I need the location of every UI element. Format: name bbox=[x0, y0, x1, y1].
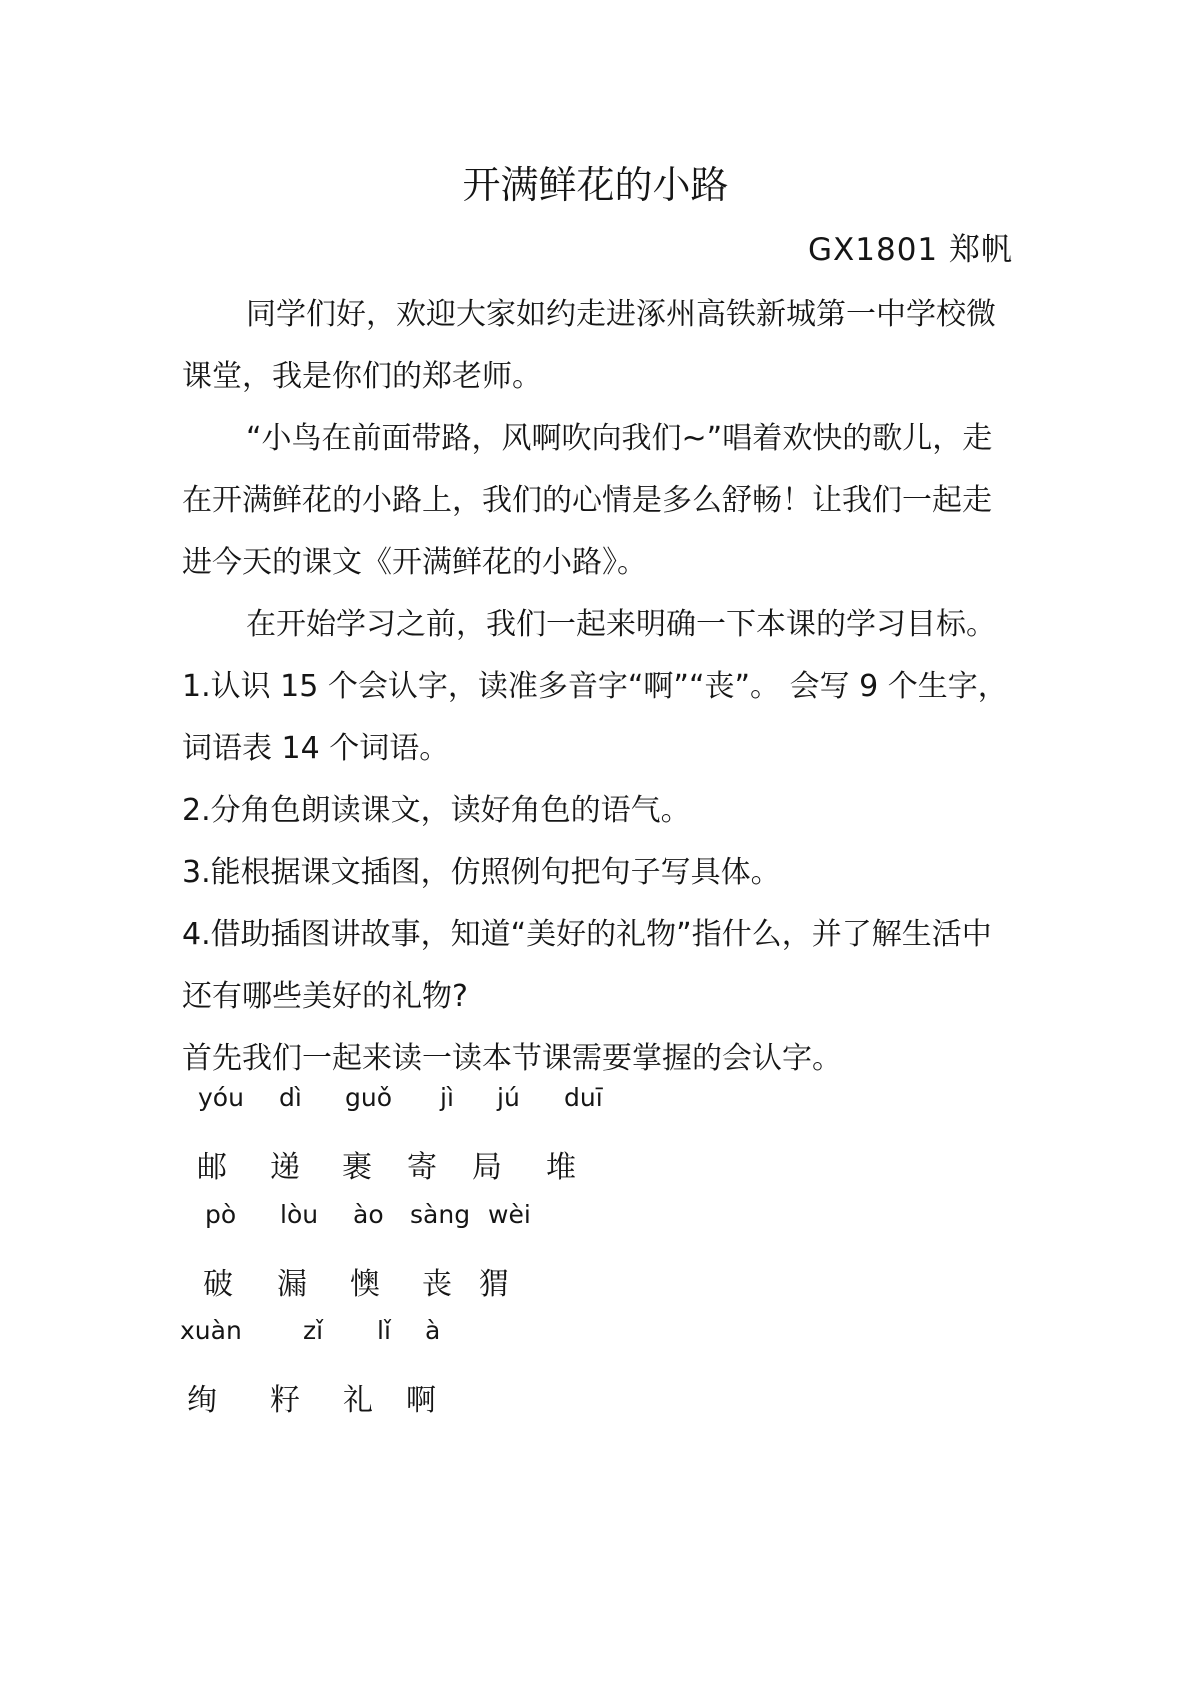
pinyin: zǐ bbox=[303, 1316, 324, 1345]
learning-goal-4: 4.借助插图讲故事，知道“美好的礼物”指什么，并了解生活中还有哪些美好的礼物? bbox=[182, 917, 992, 1014]
vocab-char: 啊 bbox=[406, 1383, 436, 1418]
vocab-char: 漏 bbox=[277, 1267, 307, 1302]
vocab-char: 裹 bbox=[342, 1150, 372, 1185]
pinyin: xuàn bbox=[180, 1316, 242, 1345]
pinyin: duī bbox=[564, 1083, 603, 1112]
vocab-char: 递 bbox=[270, 1150, 300, 1185]
pinyin: jì bbox=[440, 1083, 454, 1112]
vocab-char: 丧 bbox=[422, 1267, 452, 1302]
pinyin: lǐ bbox=[377, 1316, 391, 1345]
pinyin: wèi bbox=[488, 1200, 531, 1229]
document-body bbox=[182, 284, 1020, 1090]
pinyin: sàng bbox=[410, 1200, 471, 1229]
pinyin: jú bbox=[497, 1083, 520, 1112]
vocab-char: 懊 bbox=[350, 1267, 380, 1302]
paragraph-intro: “小鸟在前面带路，风啊吹向我们~”唱着欢快的歌儿，走在开满鲜花的小路上，我们的心情是多么舒畅！让我们一起走进今天的课文《开满鲜花的小路》。 bbox=[182, 421, 993, 580]
vocab-char: 破 bbox=[203, 1267, 233, 1302]
paragraph-greeting: 同学们好，欢迎大家如约走进涿州高铁新城第一中学校微课堂，我是你们的郑老师。 bbox=[182, 297, 996, 394]
author-line: GX1801 郑帆 bbox=[807, 232, 1013, 268]
learning-goal-3: 3.能根据课文插图，仿照例句把句子写具体。 bbox=[182, 855, 781, 890]
document-title: 开满鲜花的小路 bbox=[462, 163, 729, 207]
pinyin: guǒ bbox=[345, 1083, 393, 1112]
pinyin: ào bbox=[353, 1200, 384, 1229]
pinyin: lòu bbox=[280, 1200, 319, 1229]
vocab-intro: 首先我们一起来读一读本节课需要掌握的会认字。 bbox=[182, 1041, 842, 1076]
learning-goal-2: 2.分角色朗读课文，读好角色的语气。 bbox=[182, 793, 691, 828]
vocab-char: 礼 bbox=[343, 1383, 373, 1418]
vocab-char: 猬 bbox=[479, 1267, 509, 1302]
vocab-char: 寄 bbox=[407, 1150, 437, 1185]
vocab-char: 绚 bbox=[187, 1383, 217, 1418]
pinyin: pò bbox=[205, 1200, 237, 1229]
vocab-char: 邮 bbox=[197, 1150, 227, 1185]
pinyin: dì bbox=[279, 1083, 302, 1112]
paragraph-goals-intro: 在开始学习之前，我们一起来明确一下本课的学习目标。 bbox=[246, 607, 996, 642]
pinyin: yóu bbox=[198, 1083, 244, 1112]
vocab-char: 籽 bbox=[270, 1383, 300, 1418]
pinyin: à bbox=[425, 1316, 441, 1345]
vocab-char: 局 bbox=[472, 1150, 502, 1185]
learning-goal-1: 1.认识 15 个会认字，读准多音字“啊”“丧”。 会写 9 个生字，词语表 14 个词语。 bbox=[182, 669, 1008, 766]
vocab-char: 堆 bbox=[546, 1150, 576, 1185]
